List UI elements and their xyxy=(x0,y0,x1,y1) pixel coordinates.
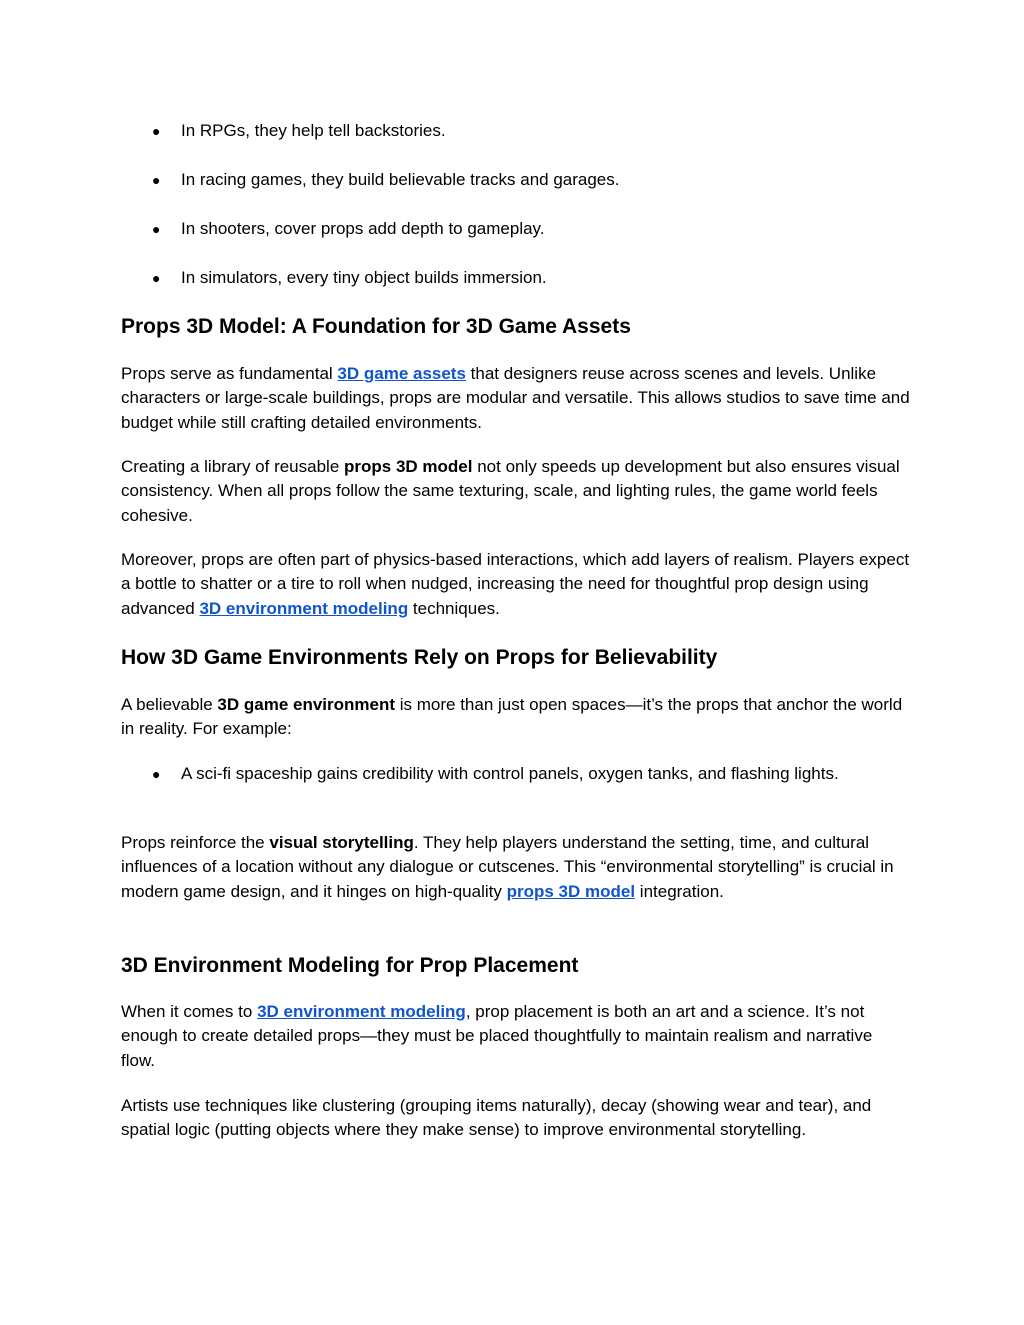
bold-3d-game-environment: 3D game environment xyxy=(217,695,396,714)
bullet-dot-icon: ● xyxy=(152,270,161,286)
link-props-3d-model[interactable]: props 3D model xyxy=(506,881,636,901)
section-heading-props-foundation: Props 3D Model: A Foundation for 3D Game Assets xyxy=(121,315,631,338)
paragraph-believable-environment: A believable 3D game environment is more than just open spaces—it’s the props that anchor the world in reality. For example: xyxy=(121,695,903,739)
paragraph-visual-storytelling: Props reinforce the visual storytelling. They help players understand the setting, time, and cultural influences of a location without any dialogue or cutscenes. This “environmental storytelling” is crucial in modern game design, and it hinges on high-quality props 3D model integration. xyxy=(121,833,894,901)
list-item: ● A sci-fi spaceship gains credibility with control panels, oxygen tanks, and flashing lights. xyxy=(121,762,911,786)
link-3d-environment-modeling-2[interactable]: 3D environment modeling xyxy=(257,1002,466,1021)
bullet-dot-icon: ● xyxy=(152,123,161,139)
bullet-dot-icon: ● xyxy=(152,766,161,782)
example-bullet-list xyxy=(121,762,911,786)
link-3d-game-assets[interactable]: 3D game assets xyxy=(337,364,466,383)
bold-visual-storytelling: visual storytelling xyxy=(269,833,414,852)
paragraph-props-serve: Props serve as fundamental 3D game assets that designers reuse across scenes and levels. Unlike characters or large-scale buildings, props are modular and versatile. This allows studios to save time and budget while still crafting detailed environments. xyxy=(121,364,910,432)
paragraph-physics-interactions: Moreover, props are often part of physics-based interactions, which add layers of realism. Players expect a bottle to shatter or a tire to roll when nudged, increasing the need for thoughtful prop design using advanced 3D environment modeling techniques. xyxy=(121,550,910,618)
rpg-genre-bullet-list xyxy=(121,119,911,315)
bullet-dot-icon: ● xyxy=(152,221,161,237)
paragraph-props-library: Creating a library of reusable props 3D model not only speeds up development but also ensures visual consistency. When all props follow the same texturing, scale, and lighting rules, the game world feels cohesive. xyxy=(121,457,900,525)
section-heading-prop-placement: 3D Environment Modeling for Prop Placement xyxy=(121,954,579,977)
list-item: ● In shooters, cover props add depth to gameplay. xyxy=(121,217,911,241)
link-3d-environment-modeling[interactable]: 3D environment modeling xyxy=(199,598,409,618)
list-item: ● In simulators, every tiny object builds immersion. xyxy=(121,266,911,290)
list-item: ● In racing games, they build believable tracks and garages. xyxy=(121,168,911,192)
paragraph-artist-techniques: Artists use techniques like clustering (grouping items naturally), decay (showing wear and tear), and spatial logic (putting objects where they make sense) to improve environmental storytelling. xyxy=(121,1096,872,1140)
bullet-dot-icon: ● xyxy=(152,172,161,188)
paragraph-prop-placement: When it comes to 3D environment modeling, prop placement is both an art and a science. It’s not enough to create detailed props—they must be placed thoughtfully to maintain realism and narrative flow. xyxy=(121,1002,873,1070)
bold-props-3d-model: props 3D model xyxy=(344,457,473,476)
list-item: ● In RPGs, they help tell backstories. xyxy=(121,119,911,143)
section-heading-environments-rely: How 3D Game Environments Rely on Props for Believability xyxy=(121,646,718,669)
